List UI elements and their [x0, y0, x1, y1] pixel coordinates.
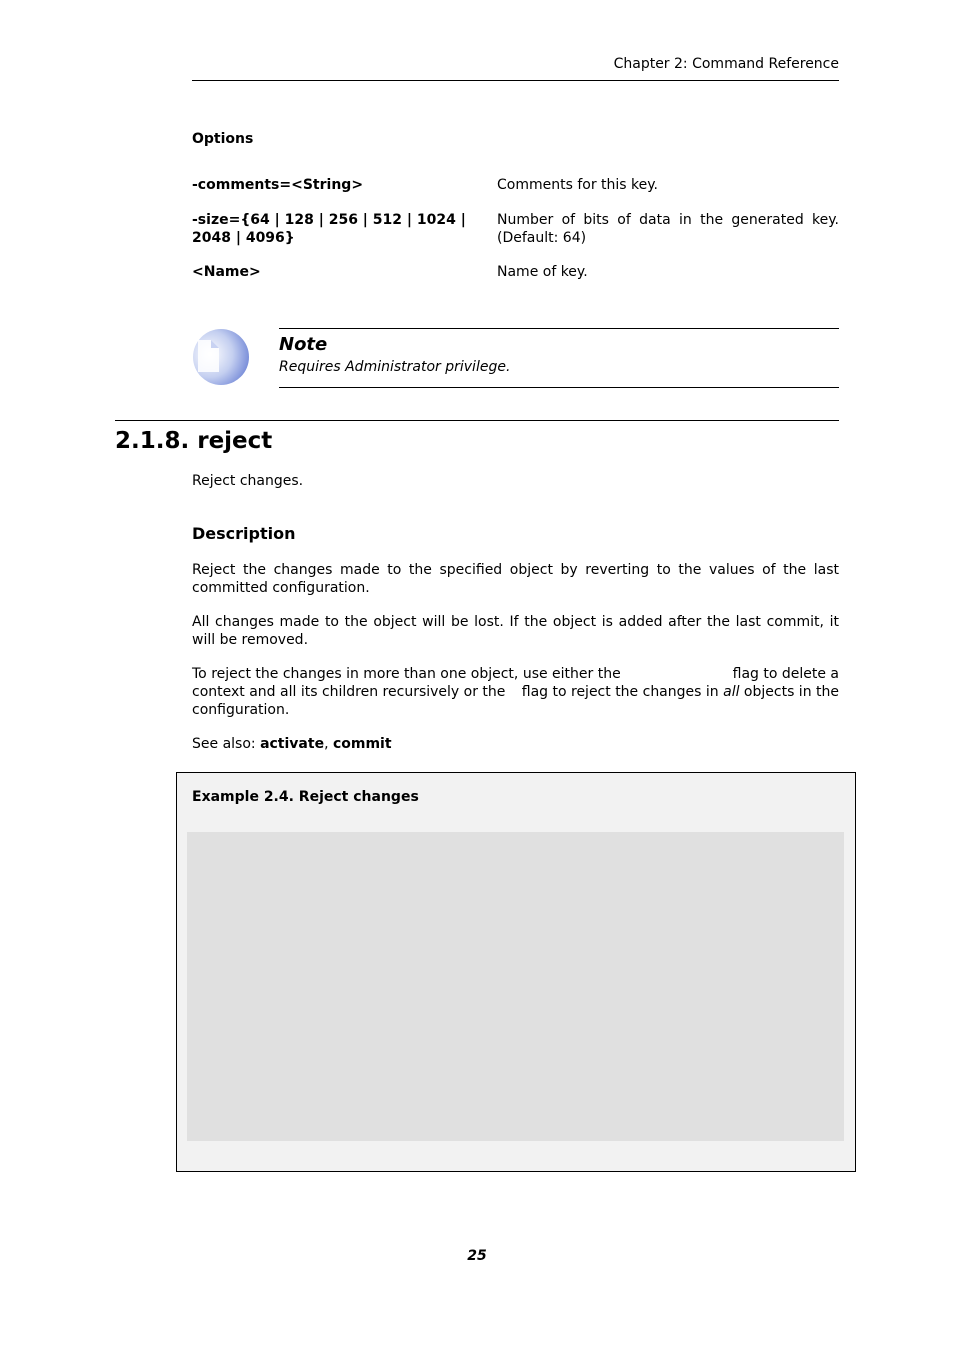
see-also: See also: activate, commit: [192, 736, 392, 752]
note-bottom-rule: [279, 387, 839, 388]
note-title: Note: [279, 334, 328, 355]
para-text: flag to reject the changes in all objects in the: [521, 684, 839, 700]
option-name: -comments=<String>: [192, 177, 364, 193]
running-header: Chapter 2: Command Reference: [613, 56, 839, 72]
see-also-label: See also:: [192, 736, 256, 752]
option-description: Name of key.: [497, 264, 588, 280]
description-heading: Description: [192, 524, 296, 543]
see-also-link-commit[interactable]: commit: [332, 736, 392, 752]
para-text: flag to delete a: [732, 666, 839, 682]
option-description: Number of bits of data in the generated key. (Default: 64): [497, 212, 839, 246]
example-title: Example 2.4. Reject changes: [192, 789, 419, 805]
note-text: Requires Administrator privilege.: [279, 359, 511, 375]
para-text: context and all its children recursively or the: [192, 684, 506, 700]
description-paragraph: [192, 665, 839, 719]
example-code-block: [187, 832, 844, 1141]
option-name: <Name>: [192, 264, 261, 280]
description-paragraph: All changes made to the object will be lost. If the object is added after the last commit, it will be removed.: [192, 614, 839, 648]
section-summary: Reject changes.: [192, 473, 304, 489]
option-name: -size={64 | 128 | 256 | 512 | 1024 | 2048 | 4096}: [192, 212, 466, 246]
note-icon: [192, 328, 250, 386]
para-text: configuration.: [192, 702, 290, 718]
option-description: Comments for this key.: [497, 177, 658, 193]
description-paragraph: Reject the changes made to the specified object by reverting to the values of the last committed configuration.: [192, 562, 839, 596]
see-also-link-activate[interactable]: activate: [260, 736, 325, 752]
section-rule: [115, 420, 839, 421]
note-top-rule: [279, 328, 839, 329]
section-title: 2.1.8. reject: [115, 428, 273, 454]
header-rule: [192, 80, 839, 81]
page-number: 25: [467, 1248, 487, 1264]
options-heading: Options: [192, 131, 254, 147]
para-text: To reject the changes in more than one object, use either the: [192, 666, 621, 682]
